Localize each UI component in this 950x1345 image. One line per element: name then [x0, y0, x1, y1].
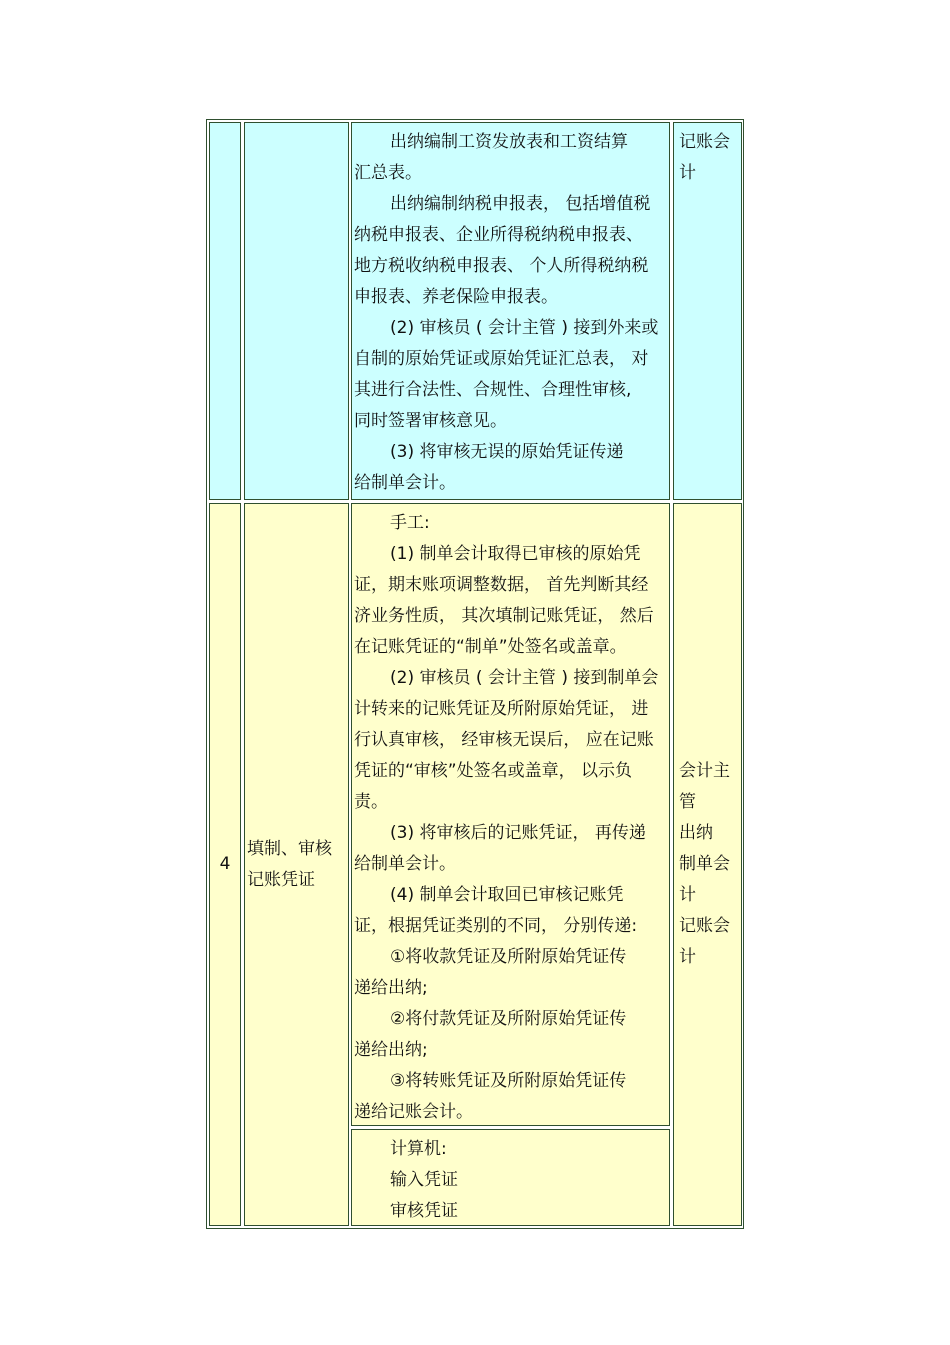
role-line: 记账会: [679, 916, 730, 936]
row4-number-cell: [209, 503, 241, 1226]
role-line: 制单会: [679, 854, 730, 874]
role-line: 记账会: [679, 132, 730, 152]
computer-procedure-line: 输入凭证: [390, 1170, 458, 1190]
row4-manual-cell: [351, 503, 670, 1126]
manual-procedure-line: 递给出纳;: [354, 1040, 428, 1060]
manual-procedure-line: (2) 审核员 ( 会计主管 ) 接到制单会: [390, 668, 659, 688]
row4-manual-lines: [354, 508, 669, 1128]
description-line: 纳税申报表、企业所得税纳税申报表、: [354, 225, 643, 245]
description-line: 汇总表。: [354, 163, 422, 183]
computer-procedure-line: 审核凭证: [390, 1201, 458, 1221]
manual-procedure-line: 给制单会计。: [354, 854, 456, 874]
row3-step-cell: [244, 122, 349, 500]
step-name-line: 填制、审核: [247, 838, 332, 859]
role-line: 计: [679, 885, 696, 905]
row4-role-cell: [673, 503, 742, 1226]
row3-description-lines: [354, 127, 669, 499]
description-line: 申报表、养老保险申报表。: [354, 287, 558, 307]
manual-procedure-line: 手工:: [390, 513, 430, 533]
description-line: (2) 审核员 ( 会计主管 ) 接到外来或: [390, 318, 659, 338]
manual-procedure-line: 在记账凭证的“制单”处签名或盖章。: [354, 637, 627, 657]
row3-description-cell: [351, 122, 670, 500]
manual-procedure-line: 凭证的“审核”处签名或盖章， 以示负: [354, 761, 633, 781]
description-line: 出纳编制工资发放表和工资结算: [390, 132, 628, 152]
computer-procedure-line: 计算机:: [390, 1139, 447, 1159]
row3-role-lines: [679, 127, 741, 189]
manual-procedure-line: ③将转账凭证及所附原始凭证传: [390, 1071, 627, 1091]
row4-computer-lines: [354, 1134, 669, 1227]
row3-role-cell: [673, 122, 742, 500]
workflow-table: [206, 119, 744, 1229]
row4-step-cell: [244, 503, 349, 1226]
description-line: 同时签署审核意见。: [354, 411, 507, 431]
description-line: 地方税收纳税申报表、 个人所得税纳税: [354, 256, 649, 276]
row4-step-lines: [247, 834, 332, 896]
manual-procedure-line: (1) 制单会计取得已审核的原始凭: [390, 544, 641, 564]
manual-procedure-line: 责。: [354, 792, 388, 812]
role-line: 计: [679, 947, 696, 967]
description-line: 自制的原始凭证或原始凭证汇总表， 对: [354, 349, 649, 369]
manual-procedure-line: 递给记账会计。: [354, 1102, 473, 1122]
row4-number: 4: [219, 854, 231, 874]
manual-procedure-line: (4) 制单会计取回已审核记账凭: [390, 885, 624, 905]
description-line: (3) 将审核无误的原始凭证传递: [390, 442, 624, 462]
row4-role-lines: [679, 756, 730, 973]
description-line: 给制单会计。: [354, 473, 456, 493]
step-name-line: 记账凭证: [247, 869, 315, 890]
manual-procedure-line: 证，根据凭证类别的不同， 分别传递:: [354, 916, 638, 936]
row4-computer-cell: [351, 1129, 670, 1226]
manual-procedure-line: 证，期末账项调整数据， 首先判断其经: [354, 575, 649, 595]
description-line: 出纳编制纳税申报表， 包括增值税: [390, 194, 651, 214]
role-line: 管: [679, 792, 696, 812]
manual-procedure-line: 行认真审核， 经审核无误后， 应在记账: [354, 730, 654, 750]
manual-procedure-line: 递给出纳;: [354, 978, 428, 998]
role-line: 计: [679, 163, 696, 183]
manual-procedure-line: ②将付款凭证及所附原始凭证传: [390, 1009, 627, 1029]
description-line: 其进行合法性、合规性、合理性审核,: [354, 380, 632, 400]
role-line: 出纳: [679, 823, 713, 843]
manual-procedure-line: ①将收款凭证及所附原始凭证传: [390, 947, 627, 967]
manual-procedure-line: 计转来的记账凭证及所附原始凭证， 进: [354, 699, 649, 719]
role-line: 会计主: [679, 761, 730, 781]
manual-procedure-line: 济业务性质， 其次填制记账凭证， 然后: [354, 606, 654, 626]
row3-number-cell: [209, 122, 241, 500]
manual-procedure-line: (3) 将审核后的记账凭证， 再传递: [390, 823, 646, 843]
